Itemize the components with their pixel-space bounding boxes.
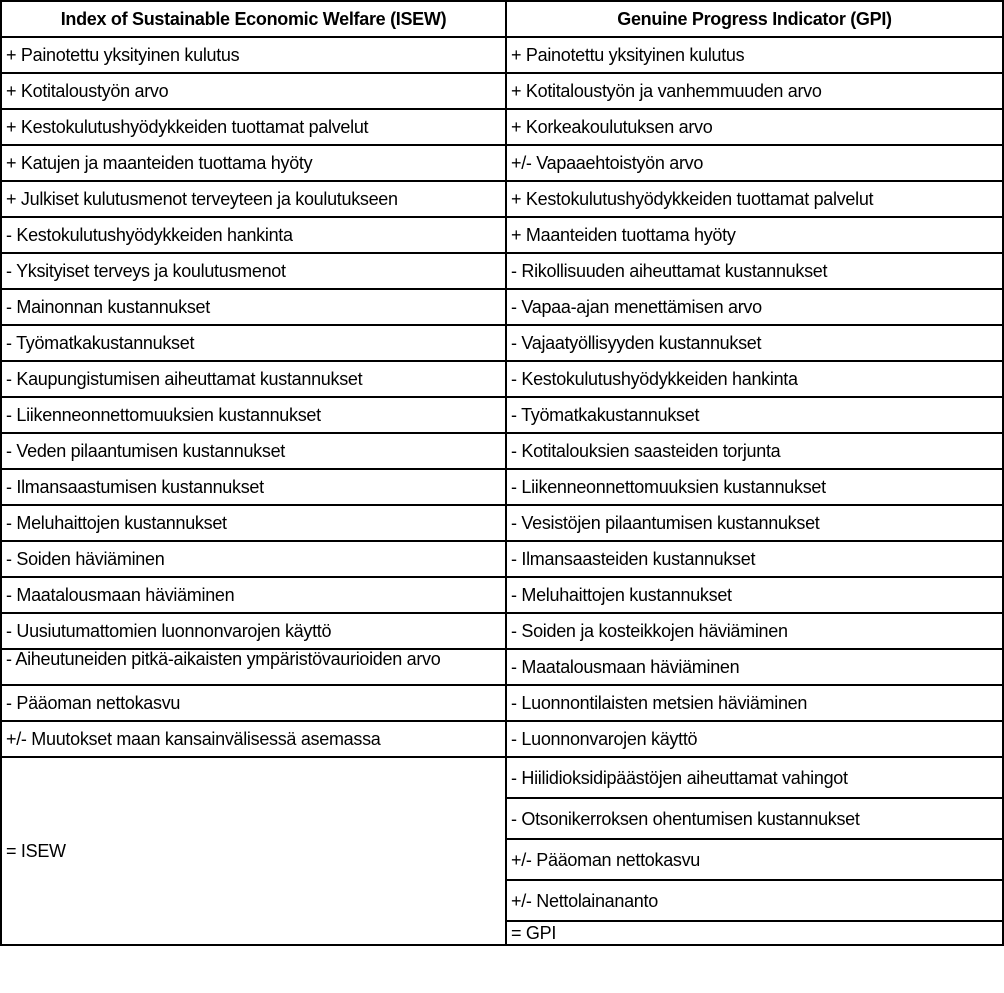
isew-item: + Kestokulutushyödykkeiden tuottamat palvelut xyxy=(1,109,506,145)
gpi-item: - Soiden ja kosteikkojen häviäminen xyxy=(506,613,1003,649)
table-row xyxy=(1,469,1003,505)
isew-item: - Kestokulutushyödykkeiden hankinta xyxy=(1,217,506,253)
table-row xyxy=(1,325,1003,361)
table-row xyxy=(1,721,1003,757)
gpi-item: + Korkeakoulutuksen arvo xyxy=(506,109,1003,145)
isew-item: - Meluhaittojen kustannukset xyxy=(1,505,506,541)
gpi-item: - Hiilidioksidipäästöjen aiheuttamat vahingot xyxy=(506,757,1003,798)
gpi-item: + Kotitaloustyön ja vanhemmuuden arvo xyxy=(506,73,1003,109)
gpi-item: - Maatalousmaan häviäminen xyxy=(506,649,1003,685)
table-row xyxy=(1,253,1003,289)
isew-item: + Julkiset kulutusmenot terveyteen ja koulutukseen xyxy=(1,181,506,217)
isew-item: - Yksityiset terveys ja koulutusmenot xyxy=(1,253,506,289)
table-row xyxy=(1,109,1003,145)
table-row xyxy=(1,217,1003,253)
table-row xyxy=(1,289,1003,325)
gpi-item: + Painotettu yksityinen kulutus xyxy=(506,37,1003,73)
isew-item: + Painotettu yksityinen kulutus xyxy=(1,37,506,73)
gpi-total: = GPI xyxy=(506,921,1003,945)
gpi-item: - Kestokulutushyödykkeiden hankinta xyxy=(506,361,1003,397)
table-row xyxy=(1,757,1003,798)
table-row xyxy=(1,145,1003,181)
isew-total: = ISEW xyxy=(1,757,506,945)
isew-item: - Liikenneonnettomuuksien kustannukset xyxy=(1,397,506,433)
table-row xyxy=(1,505,1003,541)
gpi-item: - Vapaa-ajan menettämisen arvo xyxy=(506,289,1003,325)
table-row xyxy=(1,685,1003,721)
isew-item: + Kotitaloustyön arvo xyxy=(1,73,506,109)
isew-item: - Kaupungistumisen aiheuttamat kustannukset xyxy=(1,361,506,397)
gpi-item: - Rikollisuuden aiheuttamat kustannukset xyxy=(506,253,1003,289)
gpi-item: +/- Nettolainananto xyxy=(506,880,1003,921)
isew-item: - Mainonnan kustannukset xyxy=(1,289,506,325)
gpi-item: - Luonnonvarojen käyttö xyxy=(506,721,1003,757)
gpi-item: - Vesistöjen pilaantumisen kustannukset xyxy=(506,505,1003,541)
gpi-item: - Luonnontilaisten metsien häviäminen xyxy=(506,685,1003,721)
gpi-item: - Otsonikerroksen ohentumisen kustannukset xyxy=(506,798,1003,839)
table-row xyxy=(1,613,1003,649)
isew-item: + Katujen ja maanteiden tuottama hyöty xyxy=(1,145,506,181)
table-row xyxy=(1,397,1003,433)
table-row xyxy=(1,37,1003,73)
gpi-item: - Työmatkakustannukset xyxy=(506,397,1003,433)
isew-item: - Uusiutumattomien luonnonvarojen käyttö xyxy=(1,613,506,649)
table-row xyxy=(1,649,1003,685)
isew-item: - Työmatkakustannukset xyxy=(1,325,506,361)
gpi-item: + Kestokulutushyödykkeiden tuottamat palvelut xyxy=(506,181,1003,217)
isew-item: - Pääoman nettokasvu xyxy=(1,685,506,721)
table-row xyxy=(1,73,1003,109)
isew-item: - Aiheutuneiden pitkä-aikaisten ympäristövaurioiden arvo xyxy=(1,649,506,685)
isew-item: - Veden pilaantumisen kustannukset xyxy=(1,433,506,469)
gpi-item: - Kotitalouksien saasteiden torjunta xyxy=(506,433,1003,469)
gpi-item: +/- Vapaaehtoistyön arvo xyxy=(506,145,1003,181)
gpi-item: - Meluhaittojen kustannukset xyxy=(506,577,1003,613)
gpi-item: - Ilmansaasteiden kustannukset xyxy=(506,541,1003,577)
isew-item: - Soiden häviäminen xyxy=(1,541,506,577)
isew-item: - Maatalousmaan häviäminen xyxy=(1,577,506,613)
gpi-header: Genuine Progress Indicator (GPI) xyxy=(506,1,1003,37)
header-row xyxy=(1,1,1003,37)
table-row xyxy=(1,577,1003,613)
table-row xyxy=(1,181,1003,217)
gpi-item: + Maanteiden tuottama hyöty xyxy=(506,217,1003,253)
table-row xyxy=(1,541,1003,577)
gpi-item: - Liikenneonnettomuuksien kustannukset xyxy=(506,469,1003,505)
isew-header: Index of Sustainable Economic Welfare (ISEW) xyxy=(1,1,506,37)
gpi-item: +/- Pääoman nettokasvu xyxy=(506,839,1003,880)
gpi-item: - Vajaatyöllisyyden kustannukset xyxy=(506,325,1003,361)
table-row xyxy=(1,361,1003,397)
isew-item: - Ilmansaastumisen kustannukset xyxy=(1,469,506,505)
isew-item: +/- Muutokset maan kansainvälisessä asemassa xyxy=(1,721,506,757)
table-row xyxy=(1,433,1003,469)
